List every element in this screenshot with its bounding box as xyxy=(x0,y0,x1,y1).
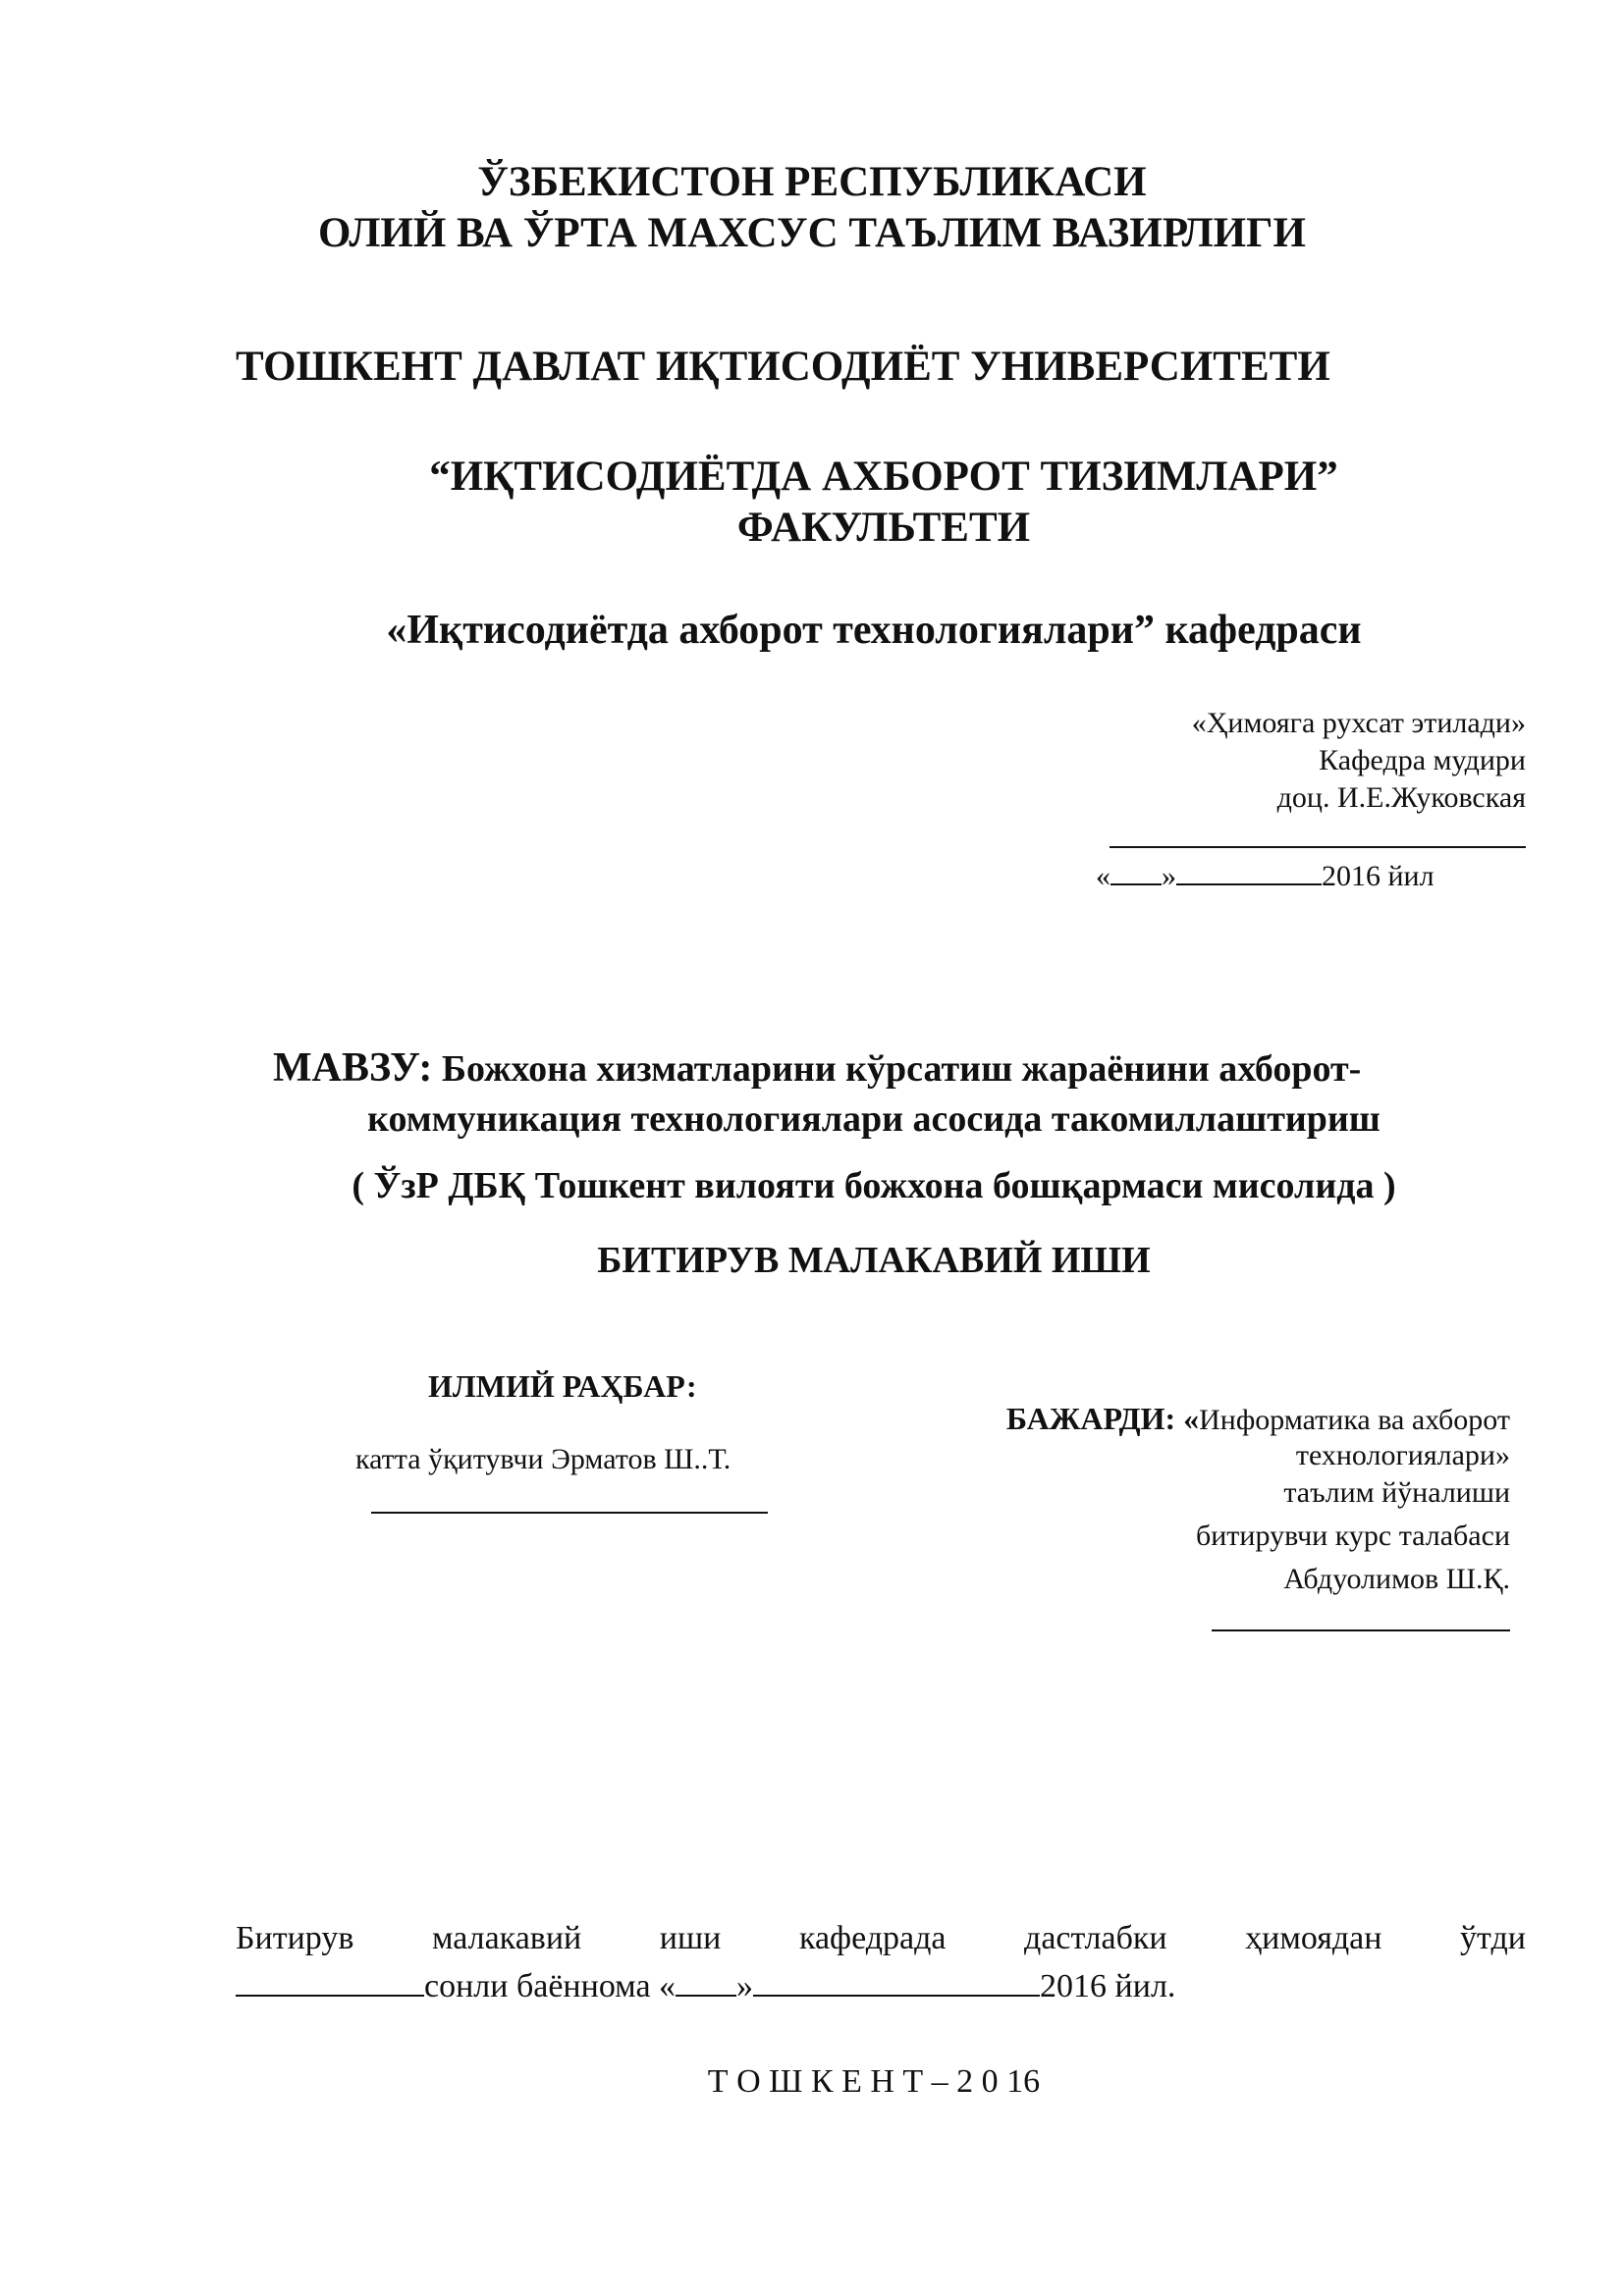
topic-subtitle: ( ЎзР ДБҚ Тошкент вилояти божхона бошқармаси мисолида ) xyxy=(352,1165,1396,1206)
topic-line1 xyxy=(273,1044,1549,1093)
faculty-title-line1: “ИҚТИСОДИЁТДА АХБОРОТ ТИЗИМЛАРИ” xyxy=(429,454,1338,500)
performer-program: Информатика ва ахборот xyxy=(1199,1404,1510,1436)
note-word: малакавий xyxy=(431,1920,582,1956)
work-type-title: БИТИРУВ МАЛАКАВИЙ ИШИ xyxy=(597,1240,1151,1281)
note-word: иши xyxy=(659,1920,722,1956)
defense-note xyxy=(236,1918,1526,1959)
republic-title: ЎЗБЕКИСТОН РЕСПУБЛИКАСИ xyxy=(477,159,1147,205)
topic-text-line1: Божхона хизматларини кўрсатиш жараёнини ахборот- xyxy=(441,1048,1362,1090)
supervisor-name: катта ўқитувчи Эрматов Ш..Т. xyxy=(355,1443,731,1475)
date-month-blank xyxy=(1176,854,1322,885)
protocol-line xyxy=(236,1963,1526,2007)
protocol-year: 2016 йил. xyxy=(1040,1968,1176,2004)
approval-signature-line xyxy=(1110,846,1526,848)
approval-line3: доц. И.Е.Жуковская xyxy=(1276,781,1526,814)
performer-line3: таълим йўналиши xyxy=(1283,1476,1510,1509)
faculty-title-line2: ФАКУЛЬТЕТИ xyxy=(736,505,1031,551)
department-title: «Иқтисодиётда ахборот технологиялари” кафедраси xyxy=(386,608,1362,653)
protocol-text: сонли баённома « xyxy=(424,1968,677,2004)
topic-line2: коммуникация технологиялари асосида такомиллаштириш xyxy=(367,1098,1380,1140)
date-year: 2016 йил xyxy=(1322,860,1435,892)
note-word: ҳимоядан xyxy=(1245,1920,1382,1956)
performer-line1 xyxy=(884,1400,1510,1439)
city-year: Т О Ш К Е Н Т – 2 0 16 xyxy=(707,2063,1041,2100)
date-open-quote: « xyxy=(1096,860,1110,892)
supervisor-label: ИЛМИЙ РАҲБАР: xyxy=(428,1368,697,1404)
protocol-day-blank xyxy=(676,1963,736,1997)
approval-date xyxy=(1096,854,1526,895)
supervisor-signature-line xyxy=(371,1512,768,1514)
note-word: Битирув xyxy=(236,1920,354,1956)
date-close-quote: » xyxy=(1162,860,1176,892)
university-title: ТОШКЕНТ ДАВЛАТ ИҚТИСОДИЁТ УНИВЕРСИТЕТИ xyxy=(236,344,1330,390)
note-word: ўтди xyxy=(1460,1920,1526,1956)
performer-line4: битирувчи курс талабаси xyxy=(1195,1520,1510,1552)
protocol-close-quote: » xyxy=(736,1968,754,2004)
note-word: кафедрада xyxy=(798,1920,947,1956)
approval-line1: «Ҳимояга рухсат этилади» xyxy=(1191,707,1526,739)
protocol-number-blank xyxy=(236,1963,424,1997)
topic-label: МАВЗУ: xyxy=(273,1045,433,1091)
performer-label: БАЖАРДИ: « xyxy=(1005,1401,1200,1436)
ministry-title: ОЛИЙ ВА ЎРТА МАХСУС ТАЪЛИМ ВАЗИРЛИГИ xyxy=(318,210,1306,256)
date-day-blank xyxy=(1110,854,1162,885)
note-word: дастлабки xyxy=(1024,1920,1167,1956)
protocol-month-blank xyxy=(753,1963,1040,1997)
performer-line2: технологиялари» xyxy=(1295,1439,1510,1471)
approval-line2: Кафедра мудири xyxy=(1319,744,1526,776)
performer-name: Абдуолимов Ш.Қ. xyxy=(1283,1563,1510,1595)
performer-signature-line xyxy=(1212,1629,1510,1631)
